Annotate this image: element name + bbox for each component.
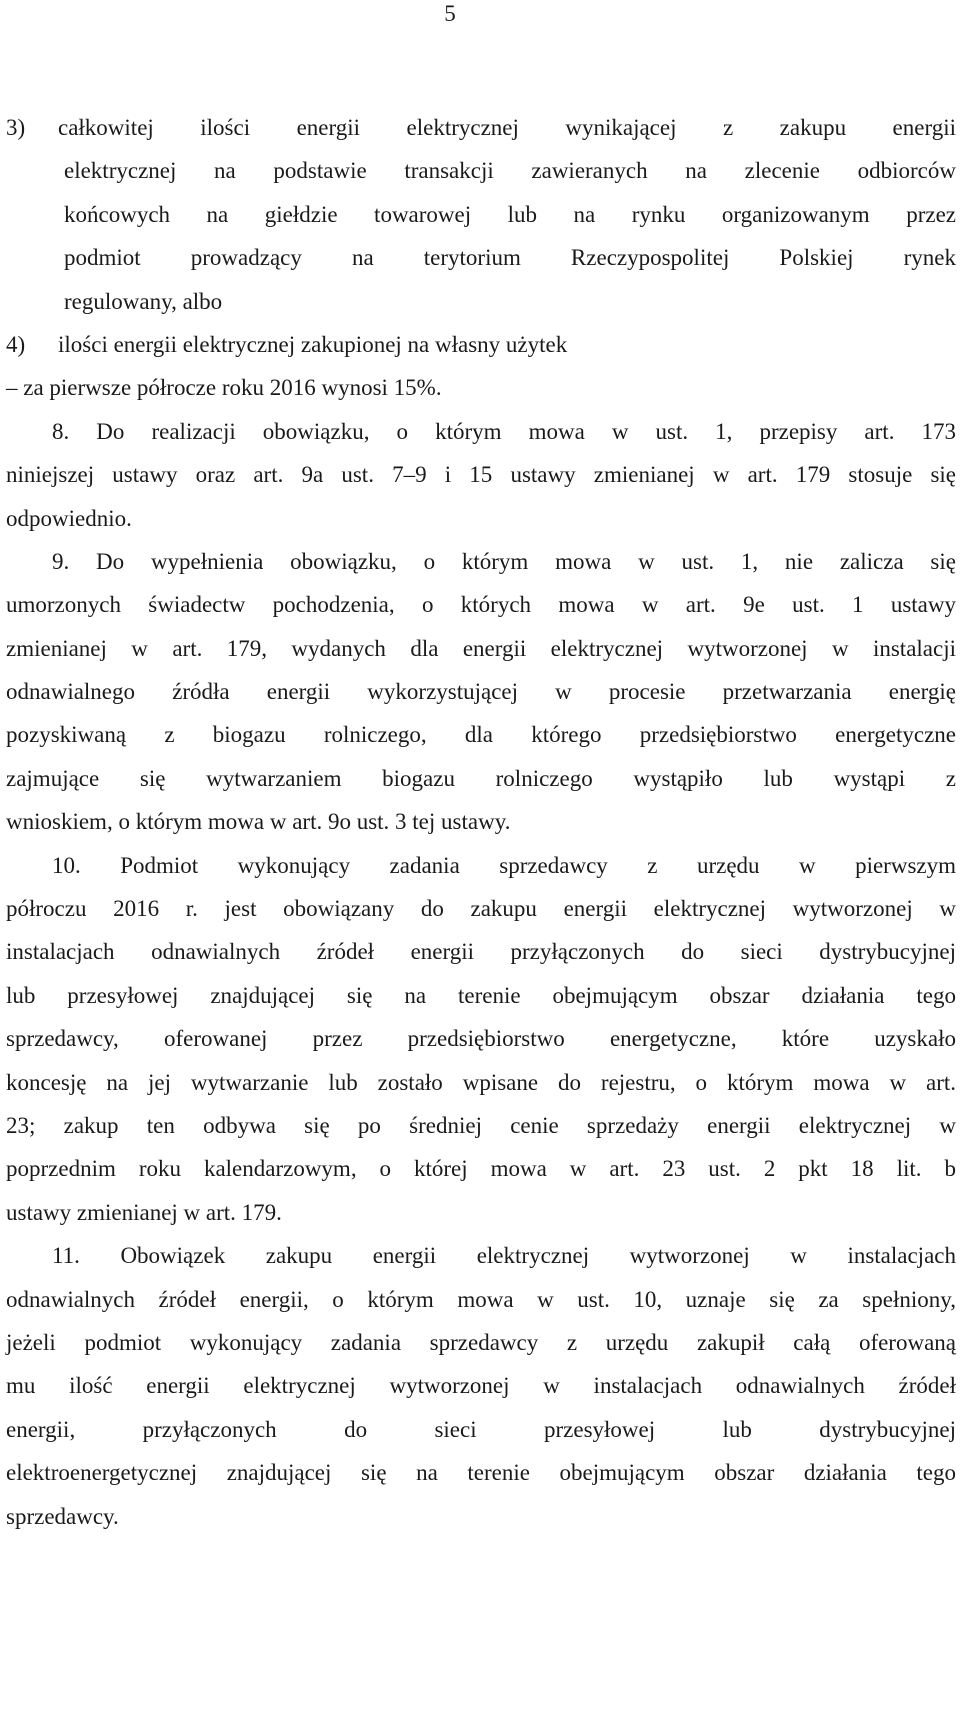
paragraph-line: jeżeli podmiot wykonujący zadania sprzedawcy z urzędu zakupił całą oferowaną [6, 1329, 956, 1355]
paragraph-line: mu ilość energii elektrycznej wytworzonej w instalacjach odnawialnych źródeł [6, 1373, 956, 1399]
paragraph-11 [6, 1234, 956, 1538]
paragraph-line: odnawialnych źródeł energii, o którym mowa w ust. 10, uznaje się za spełniony, [6, 1286, 956, 1312]
paragraph-line: wnioskiem, o którym mowa w art. 9o ust. 3 tej ustawy. [6, 809, 511, 835]
list-item-line: elektrycznej na podstawie transakcji zawieranych na zlecenie odbiorców [64, 158, 956, 184]
list-item-line: podmiot prowadzący na terytorium Rzeczypospolitej Polskiej rynek [64, 245, 956, 271]
paragraph-line: półroczu 2016 r. jest obowiązany do zakupu energii elektrycznej wytworzonej w [6, 896, 956, 922]
paragraph-10 [6, 844, 956, 1235]
paragraph-line: instalacjach odnawialnych źródeł energii przyłączonych do sieci dystrybucyjnej [6, 939, 956, 965]
document-body [6, 106, 956, 1538]
list-item-line: regulowany, albo [64, 288, 223, 314]
paragraph-line: 9. Do wypełnienia obowiązku, o którym mowa w ust. 1, nie zalicza się [52, 548, 956, 574]
paragraph-line: pozyskiwaną z biogazu rolniczego, dla którego przedsiębiorstwo energetyczne [6, 722, 956, 748]
paragraph-line: poprzednim roku kalendarzowym, o której mowa w art. 23 ust. 2 pkt 18 lit. b [6, 1156, 956, 1182]
paragraph-line: energii, przyłączonych do sieci przesyłowej lub dystrybucyjnej [6, 1416, 956, 1442]
paragraph-line: lub przesyłowej znajdującej się na terenie obejmującym obszar działania tego [6, 982, 956, 1008]
list-marker: 4) [6, 331, 26, 357]
list-item-3 [6, 106, 956, 323]
paragraph-line: odnawialnego źródła energii wykorzystującej w procesie przetwarzania energię [6, 679, 956, 705]
paragraph-line: 10. Podmiot wykonujący zadania sprzedawcy z urzędu w pierwszym [52, 852, 956, 878]
paragraph-line: sprzedawcy, oferowanej przez przedsiębiorstwo energetyczne, które uzyskało [6, 1026, 956, 1052]
list-marker: 3) [6, 115, 26, 140]
paragraph-line: zajmujące się wytwarzaniem biogazu rolniczego wystąpiło lub wystąpi z [6, 765, 956, 791]
paragraph-line: 8. Do realizacji obowiązku, o którym mowa w ust. 1, przepisy art. 173 [52, 418, 956, 444]
paragraph-9 [6, 540, 956, 844]
paragraph-line: 11. Obowiązek zakupu energii elektrycznej wytworzonej w instalacjach [52, 1243, 956, 1269]
paragraph-line: odpowiednio. [6, 505, 132, 531]
paragraph-line: koncesję na jej wytwarzanie lub zostało wpisane do rejestru, o którym mowa w art. [6, 1069, 956, 1095]
paragraph-line: sprzedawcy. [6, 1503, 119, 1529]
paragraph-line: – za pierwsze półrocze roku 2016 wynosi 15%. [6, 375, 442, 401]
paragraph-line: umorzonych świadectw pochodzenia, o których mowa w art. 9e ust. 1 ustawy [6, 592, 956, 618]
paragraph-line: 23; zakup ten odbywa się po średniej cenie sprzedaży energii elektrycznej w [6, 1112, 956, 1138]
closing-phrase [6, 366, 956, 409]
paragraph-line: zmienianej w art. 179, wydanych dla energii elektrycznej wytworzonej w instalacji [6, 635, 956, 661]
list-item-line: końcowych na giełdzie towarowej lub na rynku organizowanym przez [64, 201, 956, 227]
paragraph-line: ustawy zmienianej w art. 179. [6, 1199, 282, 1225]
paragraph-8 [6, 410, 956, 540]
paragraph-line: elektroenergetycznej znajdującej się na terenie obejmującym obszar działania tego [6, 1460, 956, 1486]
page-number: 5 [444, 1, 456, 26]
list-item-4 [6, 323, 956, 366]
paragraph-line: niniejszej ustawy oraz art. 9a ust. 7–9 i 15 ustawy zmienianej w art. 179 stosuje się [6, 462, 956, 488]
list-item-line: 4) ilości energii elektrycznej zakupionej na własny użytek [6, 323, 956, 366]
list-item-line: 3) całkowitej ilości energii elektrycznej wynikającej z zakupu energii [6, 106, 956, 149]
